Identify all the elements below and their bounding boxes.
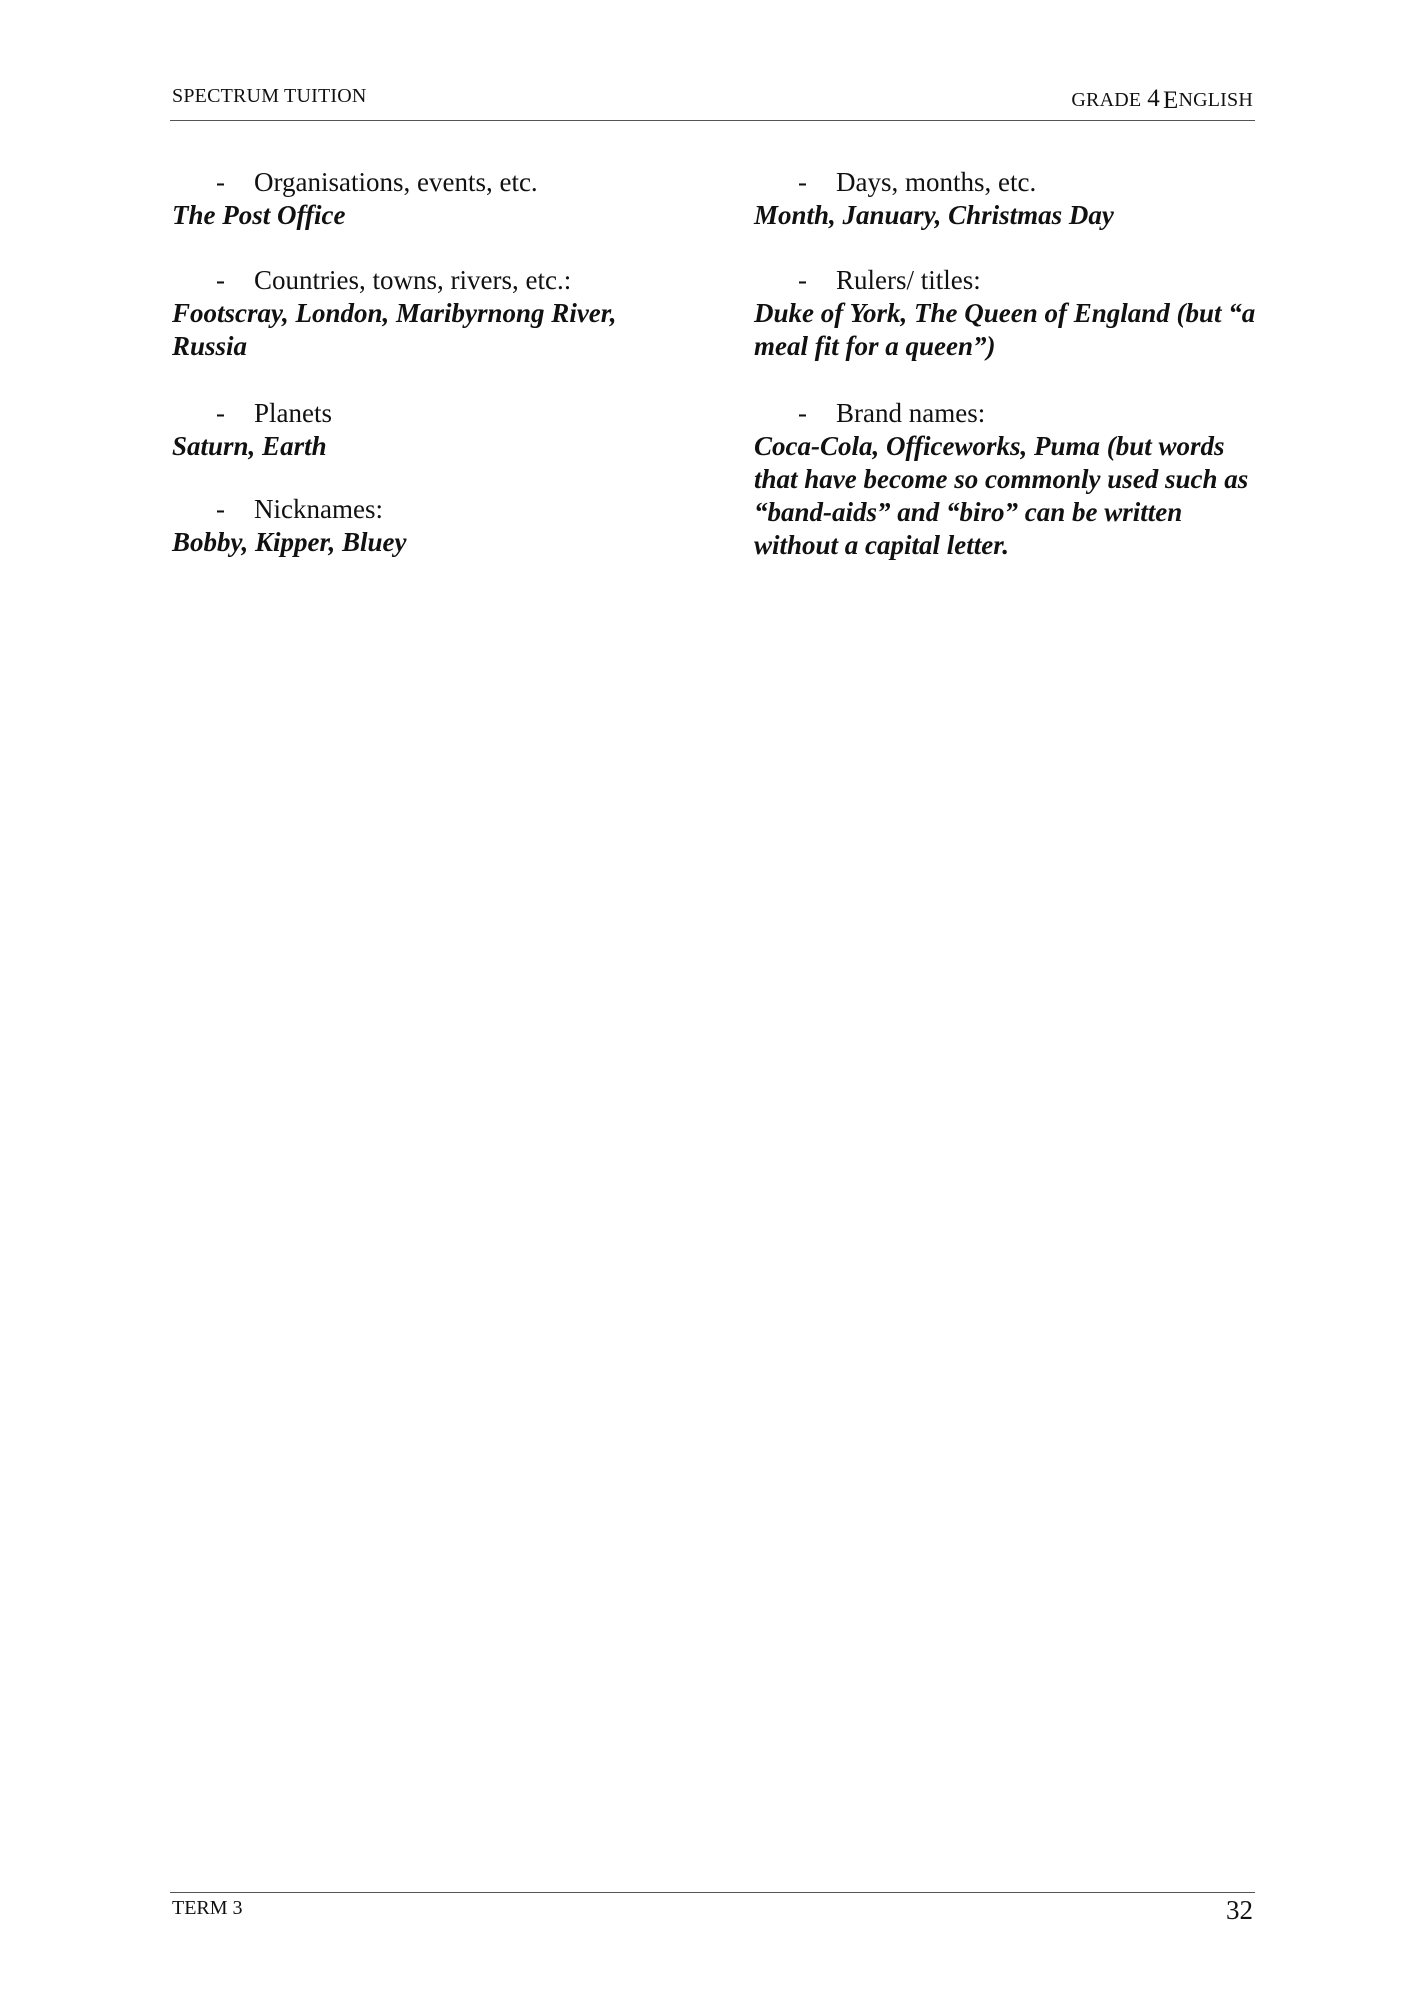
dash-bullet: -	[798, 398, 807, 428]
list-item-rulers	[754, 264, 1264, 363]
dash-bullet: -	[798, 167, 807, 197]
header-subject	[1071, 85, 1253, 115]
header-grade-label: GRADE	[1071, 89, 1142, 111]
dash-bullet: -	[216, 398, 225, 428]
list-item-planets	[172, 397, 662, 463]
list-item-countries	[172, 264, 662, 363]
item-example: Duke of York, The Queen of England (but “a meal fit for a queen”)	[754, 298, 1256, 361]
left-column	[172, 166, 662, 559]
dash-bullet: -	[216, 167, 225, 197]
item-example: The Post Office	[172, 200, 346, 230]
item-heading: Nicknames:	[254, 494, 383, 524]
header-subject-rest: NGLISH	[1178, 89, 1253, 111]
list-item-brands	[754, 397, 1264, 562]
item-heading: Countries, towns, rivers, etc.:	[254, 265, 572, 295]
item-example: Footscray, London, Maribyrnong River, Russia	[172, 298, 617, 361]
page-header	[170, 82, 1255, 121]
item-heading: Rulers/ titles:	[836, 265, 981, 295]
item-example: Month, January, Christmas Day	[754, 200, 1114, 230]
dash-bullet: -	[216, 265, 225, 295]
dash-bullet: -	[798, 265, 807, 295]
item-example: Saturn, Earth	[172, 431, 327, 461]
item-example: Coca-Cola, Officeworks, Puma (but words that have become so commonly used such as “band-aids” and “biro” can be written without a capital letter.	[754, 431, 1249, 560]
footer-term: TERM 3	[172, 1897, 243, 1919]
right-column	[754, 166, 1264, 562]
list-item-organisations	[172, 166, 662, 232]
dash-bullet: -	[216, 494, 225, 524]
page-footer	[170, 1892, 1255, 1933]
item-heading: Planets	[254, 398, 332, 428]
list-item-nicknames	[172, 493, 662, 559]
item-heading: Organisations, events, etc.	[254, 167, 538, 197]
item-heading: Days, months, etc.	[836, 167, 1037, 197]
header-subject-initial: E	[1162, 87, 1179, 114]
item-example: Bobby, Kipper, Bluey	[172, 527, 407, 557]
header-school-name: SPECTRUM TUITION	[172, 85, 367, 107]
list-item-days	[754, 166, 1264, 232]
item-heading: Brand names:	[836, 398, 986, 428]
header-grade-number: 4	[1147, 85, 1160, 112]
page-number: 32	[1226, 1895, 1253, 1925]
